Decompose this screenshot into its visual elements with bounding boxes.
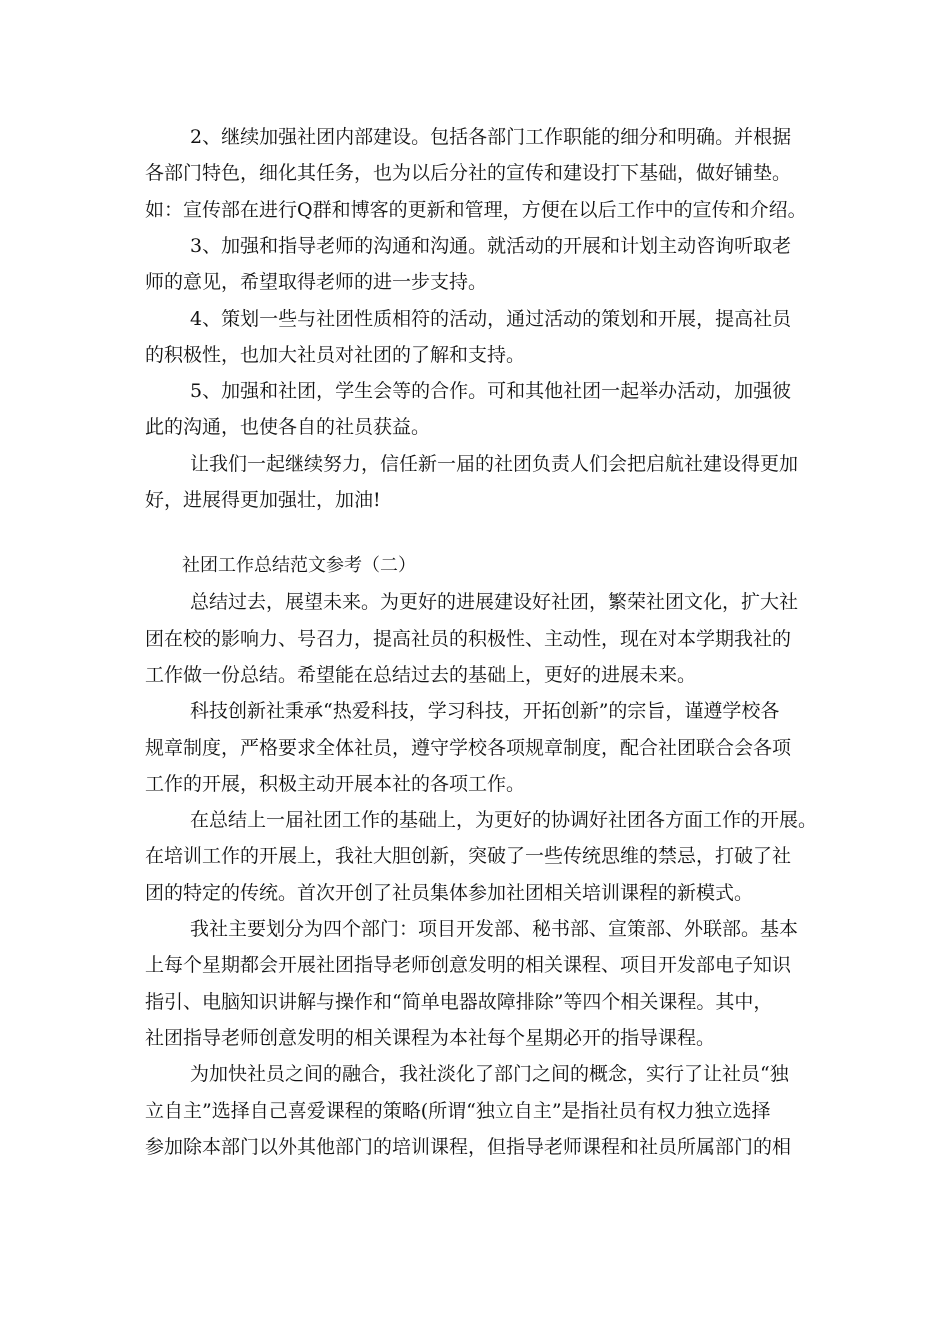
paragraph-line: 参加除本部门以外其他部门的培训课程，但指导老师课程和社员所属部门的相 xyxy=(145,1136,792,1158)
paragraph-line: 团在校的影响力、号召力，提高社员的积极性、主动性，现在对本学期我社的 xyxy=(145,628,792,650)
paragraph-line: 指引、电脑知识讲解与操作和“简单电器故障排除”等四个相关课程。其中， xyxy=(145,991,773,1013)
paragraph-line: 4、策划一些与社团性质相符的活动，通过活动的策划和开展，提高社员 xyxy=(190,308,792,330)
paragraph-line: 我社主要划分为四个部门：项目开发部、秘书部、宣策部、外联部。基本 xyxy=(190,918,799,940)
paragraph-line: 5、加强和社团，学生会等的合作。可和其他社团一起举办活动，加强彼 xyxy=(190,380,792,402)
paragraph-line: 总结过去，展望未来。为更好的进展建设好社团，繁荣社团文化，扩大社 xyxy=(190,591,799,613)
paragraph-line: 3、加强和指导老师的沟通和沟通。就活动的开展和计划主动咨询听取老 xyxy=(190,235,792,257)
paragraph-line: 在培训工作的开展上，我社大胆创新，突破了一些传统思维的禁忌，打破了社 xyxy=(145,845,792,867)
paragraph-line: 此的沟通，也使各自的社员获益。 xyxy=(145,416,431,438)
paragraph-line: 师的意见，希望取得老师的进一步支持。 xyxy=(145,271,488,293)
paragraph-line: 好，进展得更加强壮，加油! xyxy=(145,489,381,511)
paragraph-line: 科技创新社秉承“热爱科技，学习科技，开拓创新”的宗旨，谨遵学校各 xyxy=(190,700,780,722)
paragraph-line: 上每个星期都会开展社团指导老师创意发明的相关课程、项目开发部电子知识 xyxy=(145,954,792,976)
paragraph-line: 规章制度，严格要求全体社员，遵守学校各项规章制度，配合社团联合会各项 xyxy=(145,737,792,759)
paragraph-line: 如：宣传部在进行Q群和博客的更新和管理，方便在以后工作中的宣传和介绍。 xyxy=(145,199,807,221)
paragraph-line: 立自主”选择自己喜爱课程的策略(所谓“独立自主”是指社员有权力独立选择 xyxy=(145,1100,771,1122)
paragraph-line: 为加快社员之间的融合，我社淡化了部门之间的概念，实行了让社员“独 xyxy=(190,1063,789,1085)
paragraph-line: 的积极性，也加大社员对社团的了解和支持。 xyxy=(145,344,526,366)
paragraph-line: 2、继续加强社团内部建设。包括各部门工作职能的细分和明确。并根据 xyxy=(190,126,792,148)
paragraph-line: 社团指导老师创意发明的相关课程为本社每个星期必开的指导课程。 xyxy=(145,1027,716,1049)
paragraph-line: 让我们一起继续努力，信任新一届的社团负责人们会把启航社建设得更加 xyxy=(190,453,799,475)
paragraph-line: 工作的开展，积极主动开展本社的各项工作。 xyxy=(145,773,526,795)
paragraph-line: 团的特定的传统。首次开创了社员集体参加社团相关培训课程的新模式。 xyxy=(145,882,754,904)
paragraph-line: 工作做一份总结。希望能在总结过去的基础上，更好的进展未来。 xyxy=(145,664,697,686)
paragraph-line: 在总结上一届社团工作的基础上，为更好的协调好社团各方面工作的开展。 xyxy=(190,809,818,831)
section-heading: 社团工作总结范文参考（二） xyxy=(182,555,416,576)
paragraph-line: 各部门特色，细化其任务，也为以后分社的宣传和建设打下基础，做好铺垫。 xyxy=(145,162,792,184)
